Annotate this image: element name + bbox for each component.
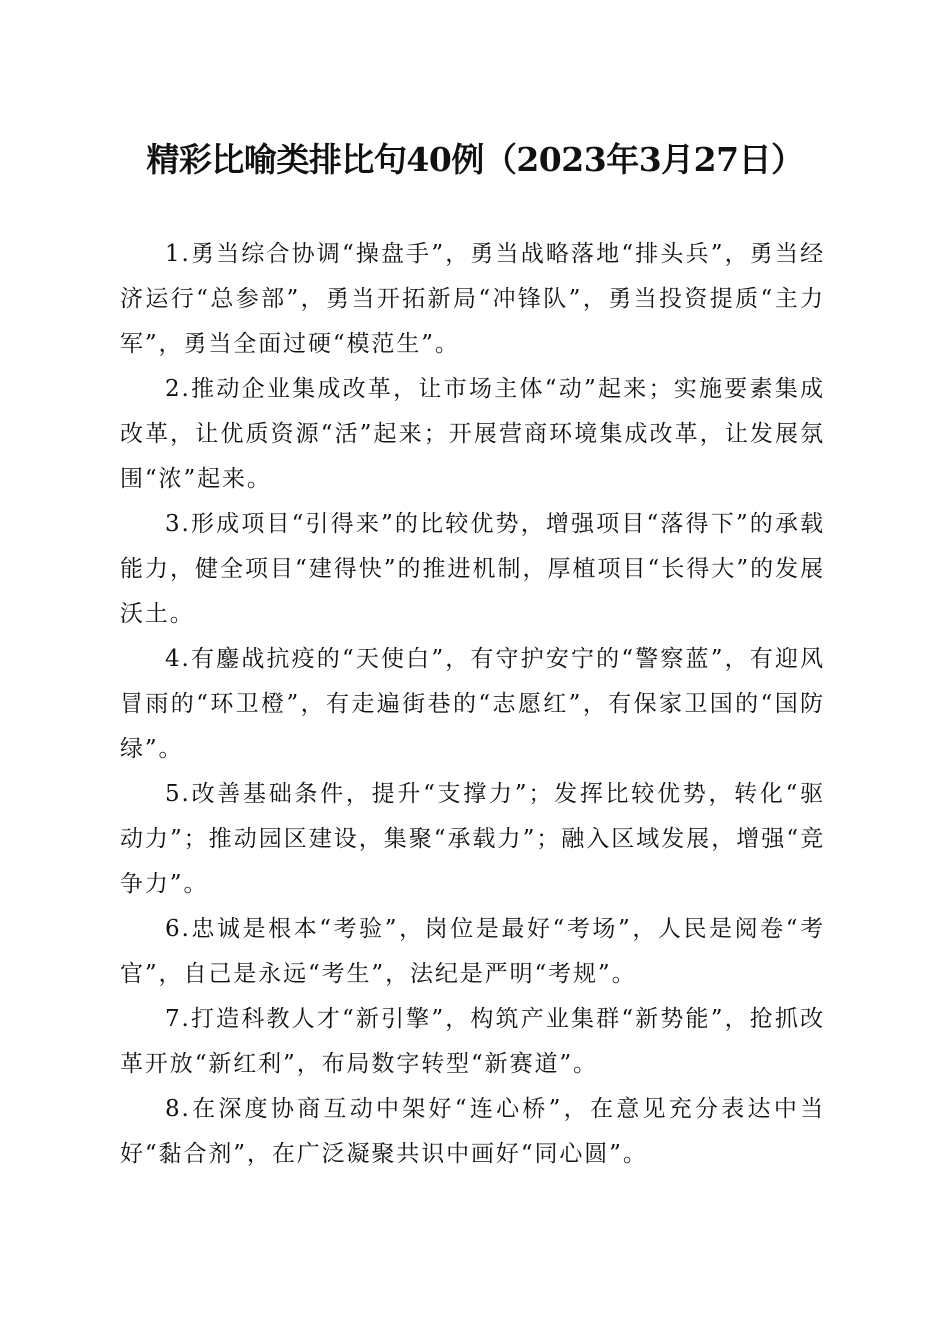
paragraph-item-2: 2.推动企业集成改革，让市场主体“动”起来；实施要素集成改革，让优质资源“活”起来；开展营商环境集成改革，让发展氛围“浓”起来。 <box>120 376 825 492</box>
document-body <box>120 232 825 1177</box>
paragraph-item-5: 5.改善基础条件，提升“支撑力”；发挥比较优势，转化“驱动力”；推动园区建设，集聚“承载力”；融入区域发展，增强“竞争力”。 <box>120 781 825 897</box>
paragraph-item-6: 6.忠诚是根本“考验”，岗位是最好“考场”，人民是阅卷“考官”，自己是永远“考生”，法纪是严明“考规”。 <box>120 916 825 987</box>
document-title: 精彩比喻类排比句40例（2023年3月27日） <box>146 140 804 179</box>
paragraph-item-3: 3.形成项目“引得来”的比较优势，增强项目“落得下”的承载能力，健全项目“建得快”的推进机制，厚植项目“长得大”的发展沃土。 <box>120 511 825 627</box>
paragraph-item-8: 8.在深度协商互动中架好“连心桥”，在意见充分表达中当好“黏合剂”，在广泛凝聚共识中画好“同心圆”。 <box>120 1096 825 1167</box>
paragraph-item-7: 7.打造科教人才“新引擎”，构筑产业集群“新势能”，抢抓改革开放“新红利”，布局数字转型“新赛道”。 <box>120 1006 825 1077</box>
paragraph-item-4: 4.有鏖战抗疫的“天使白”，有守护安宁的“警察蓝”，有迎风冒雨的“环卫橙”，有走遍街巷的“志愿红”，有保家卫国的“国防绿”。 <box>120 646 825 762</box>
paragraph-item-1: 1.勇当综合协调“操盘手”，勇当战略落地“排头兵”，勇当经济运行“总参部”，勇当开拓新局“冲锋队”，勇当投资提质“主力军”，勇当全面过硬“模范生”。 <box>120 241 825 357</box>
